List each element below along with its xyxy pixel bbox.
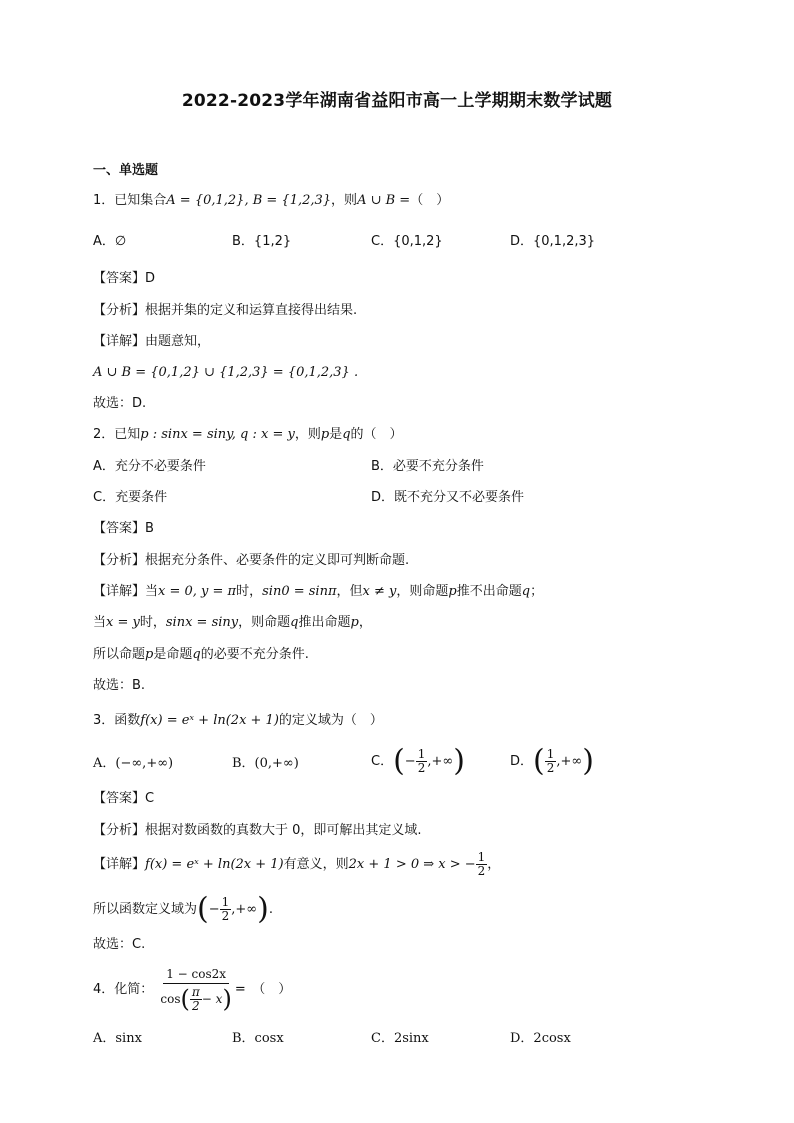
left-paren: (: [393, 743, 405, 779]
fraction-numerator: 1: [477, 850, 486, 864]
q2-d2-expr-1: x = y: [106, 615, 140, 630]
q2-d1-q: q: [521, 584, 531, 599]
interval-tail: ,+∞: [427, 754, 454, 769]
analysis-label: 【分析】: [93, 553, 146, 568]
q2-analysis-text: 根据充分条件、必要条件的定义即可判断命题.: [145, 553, 410, 568]
q3-option-c: [371, 742, 465, 782]
q1-answer: [93, 270, 155, 288]
q2-d1-expr-1: x = 0, y = π: [158, 584, 237, 599]
page-title: 2022-2023学年湖南省益阳市高一上学期期末数学试题: [181, 91, 613, 111]
answer-label: 【答案】: [93, 271, 146, 286]
fraction-denominator: 2: [546, 761, 555, 775]
q3-d2-text-a: 所以函数定义域为: [93, 902, 198, 917]
q4-denominator: [157, 984, 234, 1014]
half-fraction: [476, 851, 488, 878]
q3-stem-text-b: 的定义域为（ ）: [278, 713, 383, 728]
q3-detail-line-2: [93, 890, 273, 930]
left-paren: (: [533, 743, 545, 779]
q1-choose: 故选：D.: [93, 396, 147, 411]
q2-d1-text-c: ，但: [336, 584, 363, 599]
q2-d1-text-b: 时，: [236, 584, 263, 599]
q3-option-c-label: C．: [371, 754, 394, 769]
q2-d1-text-a: 当: [145, 584, 159, 599]
fraction-numerator: 1: [221, 895, 230, 909]
right-paren: ): [453, 743, 465, 779]
q1-stem-text-b: ，则: [331, 193, 358, 208]
right-paren: ): [257, 891, 269, 927]
q2-d2-text-e: ，: [358, 615, 372, 630]
fraction-denominator: 2: [192, 998, 200, 1013]
left-paren: (: [197, 891, 209, 927]
q1-stem-text-c: （ ）: [410, 193, 450, 208]
fraction-numerator: 1: [546, 747, 555, 761]
q2-d1-text-e: 推不出命题: [456, 584, 522, 599]
pi-over-two: [190, 986, 202, 1013]
q2-detail-line-2: [93, 614, 372, 632]
q3-option-b: B．(0,+∞): [232, 756, 299, 771]
q3-answer-value: C: [145, 791, 155, 806]
q2-stem-text-a: 2．已知: [93, 427, 141, 442]
q1-stem: [93, 192, 449, 210]
q2-option-b: B．必要不充分条件: [371, 459, 484, 474]
q3-function-expression: f(x) = eˣ + ln(2x + 1): [140, 713, 279, 728]
detail-label: 【详解】: [93, 584, 146, 599]
q4-numerator: 1 − cos2x: [163, 965, 229, 984]
detail-label: 【详解】: [93, 334, 146, 349]
q1-union-expression: A ∪ B =: [357, 193, 411, 208]
q3-d1-expr-1: f(x) = eˣ + ln(2x + 1): [145, 857, 284, 872]
section-heading: 一、单选题: [93, 163, 159, 178]
q3-option-a: A．(−∞,+∞): [93, 756, 174, 771]
q2-option-c: C．充要条件: [93, 490, 168, 505]
half-fraction: [416, 748, 428, 775]
q2-d3-text-a: 所以命题: [93, 647, 146, 662]
q2-d1-text-f: ；: [530, 584, 544, 599]
q1-answer-value: D: [145, 271, 156, 286]
interval-tail: ,+∞: [556, 754, 583, 769]
q1-option-a: A．∅: [93, 234, 127, 249]
q3-analysis-text: 根据对数函数的真数大于 0，即可解出其定义域.: [145, 823, 422, 838]
q1-option-c: C．{0,1,2}: [371, 234, 443, 249]
q2-d1-p: p: [448, 584, 457, 599]
q3-option-d-label: D．: [510, 754, 534, 769]
q2-p: p: [320, 427, 330, 442]
q4-option-c: C．2sinx: [371, 1031, 429, 1046]
q2-d2-text-d: 推出命题: [298, 615, 351, 630]
q2-condition-expression: p : sinx = siny, q : x = y: [140, 427, 295, 442]
fraction-denominator: 2: [221, 909, 230, 923]
q2-d3-p: p: [145, 647, 154, 662]
q4-stem-tail: = （ ）: [234, 982, 292, 997]
q2-detail-line-3: [93, 646, 309, 664]
q2-option-d: D．既不充分又不必要条件: [371, 490, 525, 505]
q2-d1-expr-2: sin0 = sinπ: [262, 584, 337, 599]
right-paren: ): [582, 743, 594, 779]
left-paren: (: [180, 985, 190, 1013]
q2-d2-q: q: [290, 615, 299, 630]
q1-sets-expression: A = {0,1,2}, B = {1,2,3}: [166, 193, 332, 208]
q2-d2-text-c: ，则命题: [238, 615, 291, 630]
q2-stem-text-c: 是: [329, 427, 343, 442]
q3-d1-text-c: ，: [487, 857, 501, 872]
q2-d3-q: q: [192, 647, 201, 662]
answer-label: 【答案】: [93, 791, 146, 806]
q2-answer-value: B: [145, 521, 154, 536]
q4-fraction: [157, 965, 234, 1014]
q4-option-b: B．cosx: [232, 1031, 284, 1046]
q2-d2-text-a: 当: [93, 615, 107, 630]
q2-d2-text-b: 时，: [139, 615, 166, 630]
interval-tail: ,+∞: [231, 902, 258, 917]
fraction-denominator: 2: [477, 864, 486, 878]
minus-sign: −: [404, 754, 416, 769]
q2-analysis: [93, 552, 409, 570]
half-fraction: [220, 896, 232, 923]
q3-stem: [93, 712, 383, 730]
q2-answer: [93, 520, 154, 538]
q2-stem: [93, 426, 403, 444]
q4-denominator-cos: cos: [160, 992, 181, 1006]
analysis-label: 【分析】: [93, 823, 146, 838]
q3-choose: 故选：C.: [93, 937, 146, 952]
right-paren: ): [222, 985, 232, 1013]
q3-analysis: [93, 822, 422, 840]
q2-q: q: [342, 427, 351, 442]
q2-d3-text-c: 的必要不充分条件.: [200, 647, 309, 662]
q1-analysis: [93, 302, 357, 320]
q4-denominator-tail: − x: [201, 992, 223, 1006]
minus-sign: −: [208, 902, 220, 917]
q2-detail-line-1: [93, 583, 543, 601]
answer-label: 【答案】: [93, 521, 146, 536]
q2-d3-text-b: 是命题: [153, 647, 193, 662]
fraction-denominator: 2: [417, 761, 426, 775]
q2-choose: 故选：B.: [93, 678, 146, 693]
q3-detail-line-1: [93, 848, 500, 882]
detail-label: 【详解】: [93, 857, 146, 872]
q4-option-a: A．sinx: [93, 1031, 142, 1046]
q1-analysis-text: 根据并集的定义和运算直接得出结果.: [145, 303, 358, 318]
q2-d2-expr-2: sinx = siny: [165, 615, 239, 630]
q1-option-d: D．{0,1,2,3}: [510, 234, 596, 249]
q2-stem-text-d: 的（ ）: [350, 427, 403, 442]
q4-option-d: D．2cosx: [510, 1031, 571, 1046]
fraction-numerator: 1: [417, 747, 426, 761]
q3-d1-expr-2: 2x + 1 > 0 ⇒ x > −: [348, 857, 476, 872]
q3-d2-text-b: .: [268, 902, 273, 917]
q4-stem-text-a: 4．化简：: [93, 982, 154, 997]
q1-option-b: B．{1,2}: [232, 234, 292, 249]
q1-stem-text-a: 1．已知集合: [93, 193, 167, 208]
q3-d1-text-b: 有意义，则: [283, 857, 349, 872]
fraction-numerator: π: [191, 984, 200, 999]
q1-detail-text: 由题意知，: [145, 334, 211, 349]
q3-option-d: [510, 742, 594, 782]
analysis-label: 【分析】: [93, 303, 146, 318]
q2-option-a: A．充分不必要条件: [93, 459, 206, 474]
q1-detail: [93, 333, 210, 351]
q3-answer: [93, 790, 154, 808]
q3-stem-text-a: 3．函数: [93, 713, 141, 728]
q2-d1-expr-3: x ≠ y: [362, 584, 397, 599]
q2-d2-p: p: [350, 615, 359, 630]
q2-stem-text-b: ，则: [294, 427, 321, 442]
q1-work: A ∪ B = {0,1,2} ∪ {1,2,3} = {0,1,2,3} .: [93, 365, 359, 380]
q2-d1-text-d: ，则命题: [396, 584, 449, 599]
q4-stem: [93, 962, 291, 1018]
half-fraction: [545, 748, 557, 775]
